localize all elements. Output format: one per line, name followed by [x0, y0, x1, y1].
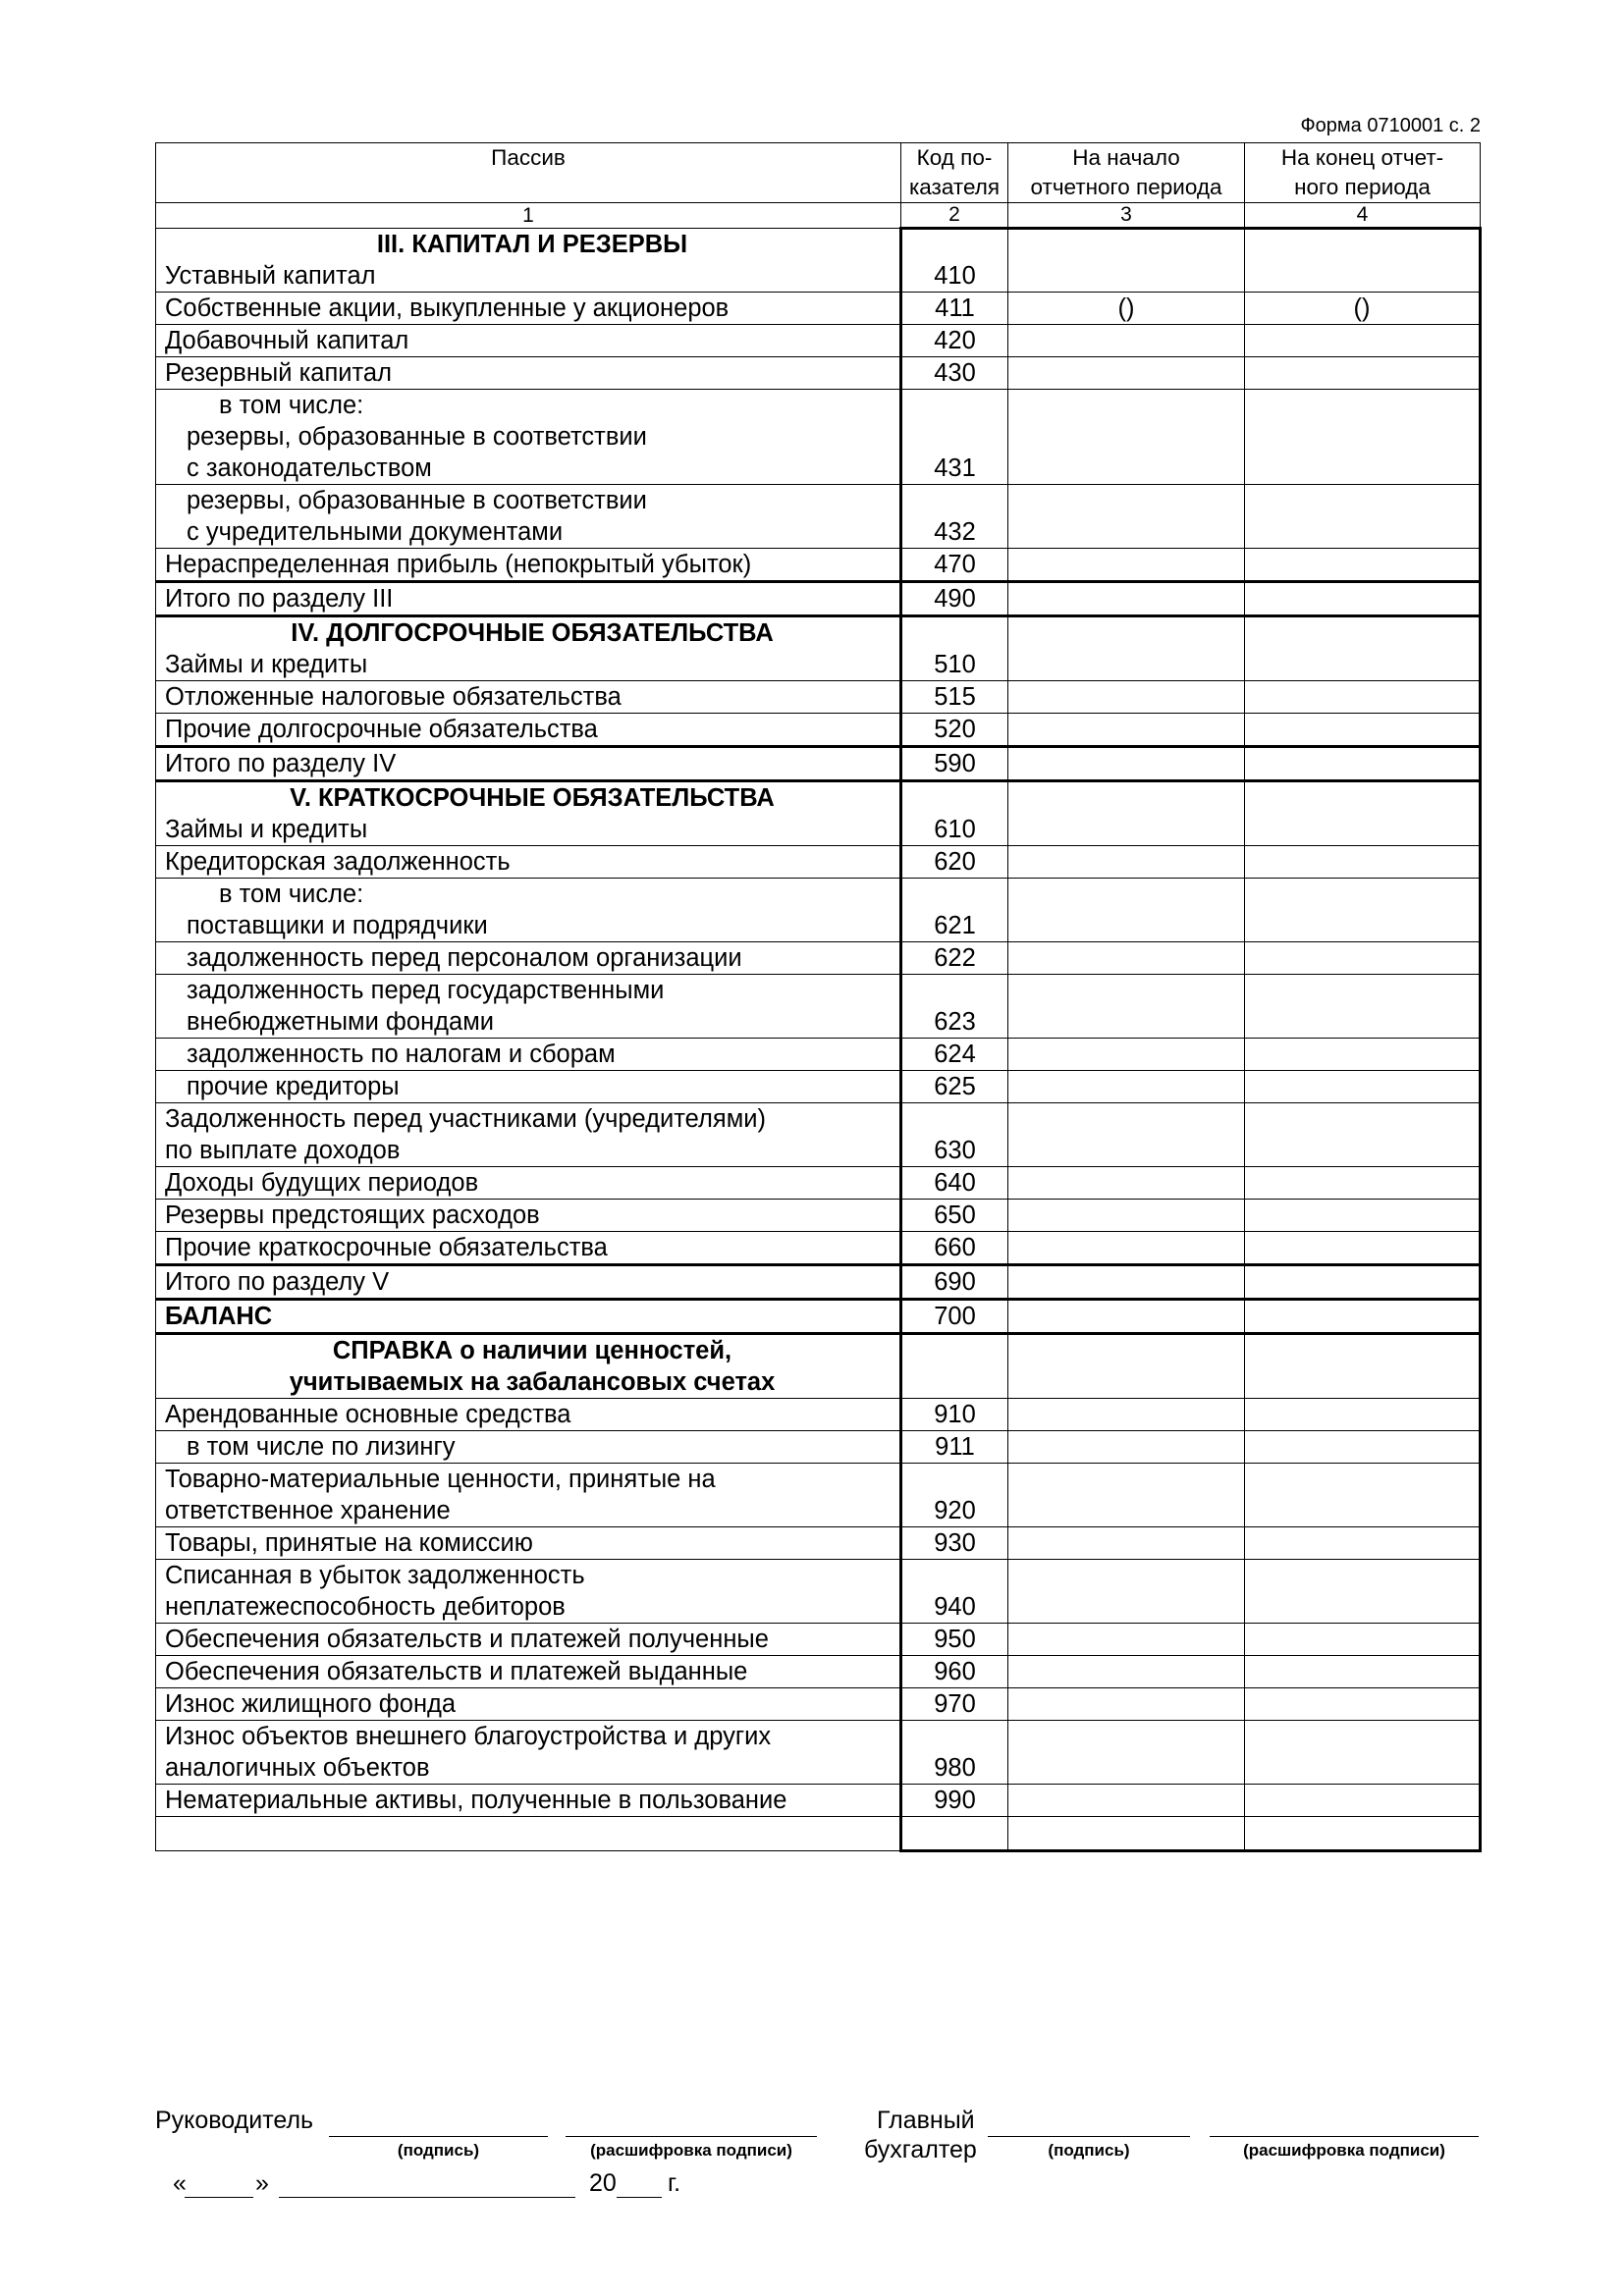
value-start-period[interactable]	[1008, 390, 1245, 485]
row-label-line: Износ жилищного фонда	[165, 1690, 457, 1718]
header-start-period: На начало отчетного периода	[1008, 143, 1245, 203]
value-end-period[interactable]	[1245, 229, 1481, 293]
date-year-prefix: 20	[589, 2169, 617, 2197]
row-code: 430	[901, 357, 1008, 390]
row-code: 420	[901, 325, 1008, 357]
row-label	[156, 1200, 901, 1232]
value-start-period[interactable]	[1008, 1431, 1245, 1464]
value-end-period[interactable]	[1245, 485, 1481, 549]
table-row	[156, 1785, 1481, 1817]
row-code: 990	[901, 1785, 1008, 1817]
value-end-period[interactable]	[1245, 1527, 1481, 1560]
row-label	[156, 1300, 901, 1334]
value-start-period[interactable]	[1008, 1688, 1245, 1721]
row-label-line: Товары, принятые на комиссию	[165, 1529, 533, 1557]
value-start-period[interactable]	[1008, 1071, 1245, 1103]
row-code: 625	[901, 1071, 1008, 1103]
section-title: СПРАВКА о наличии ценностей,	[332, 1337, 732, 1364]
row-label-line: в том числе:	[219, 881, 364, 908]
date-month-line[interactable]	[279, 2197, 575, 2198]
table-row	[156, 747, 1481, 781]
value-start-period[interactable]	[1008, 1464, 1245, 1527]
value-end-period[interactable]	[1245, 1624, 1481, 1656]
column-number: 4	[1245, 203, 1481, 229]
row-label-line: резервы, образованные в соответствии	[187, 487, 647, 514]
value-start-period[interactable]	[1008, 747, 1245, 781]
row-label-line: прочие кредиторы	[187, 1073, 400, 1100]
row-label-line: Нематериальные активы, полученные в пользование	[165, 1787, 787, 1814]
row-code: 920	[901, 1464, 1008, 1527]
row-label	[156, 582, 901, 616]
row-label	[156, 485, 901, 549]
row-label-line: Арендованные основные средства	[165, 1401, 571, 1428]
row-label-line: с учредительными документами	[187, 518, 564, 546]
table-row	[156, 846, 1481, 879]
row-label	[156, 1071, 901, 1103]
table-row	[156, 1431, 1481, 1464]
value-end-period[interactable]	[1245, 1103, 1481, 1167]
row-label	[156, 1785, 901, 1817]
value-end-period[interactable]	[1245, 846, 1481, 879]
value-end-period[interactable]	[1245, 1039, 1481, 1071]
row-code: 432	[901, 485, 1008, 549]
section-title: V. КРАТКОСРОЧНЫЕ ОБЯЗАТЕЛЬСТВА	[290, 784, 775, 812]
table-row	[156, 1232, 1481, 1265]
value-end-period[interactable]	[1245, 1265, 1481, 1300]
row-code: 930	[901, 1527, 1008, 1560]
row-label	[156, 1464, 901, 1527]
header-end-period: На конец отчет- ного периода	[1245, 143, 1481, 203]
row-code: 950	[901, 1624, 1008, 1656]
value-start-period[interactable]	[1008, 975, 1245, 1039]
value-start-period[interactable]	[1008, 1399, 1245, 1431]
value-end-period[interactable]	[1245, 975, 1481, 1039]
value-end-period[interactable]: ()	[1245, 293, 1481, 325]
row-label-line: с законодательством	[187, 454, 432, 482]
row-label-line: неплатежеспособность дебиторов	[165, 1593, 566, 1621]
value-end-period[interactable]	[1245, 1167, 1481, 1200]
accountant-signature-line[interactable]	[988, 2136, 1190, 2137]
table-row	[156, 714, 1481, 747]
row-label	[156, 846, 901, 879]
row-label-line: Списанная в убыток задолженность	[165, 1562, 585, 1589]
table-row	[156, 1039, 1481, 1071]
value-start-period[interactable]	[1008, 942, 1245, 975]
head-label: Руководитель	[155, 2107, 314, 2134]
accountant-signature-caption: (подпись)	[1048, 2141, 1130, 2160]
value-start-period[interactable]: ()	[1008, 293, 1245, 325]
value-end-period[interactable]	[1245, 879, 1481, 942]
value-start-period[interactable]	[1008, 1200, 1245, 1232]
row-label	[156, 357, 901, 390]
table-row	[156, 1560, 1481, 1624]
date-quote-open: «	[173, 2169, 187, 2197]
row-label	[156, 681, 901, 714]
value-start-period[interactable]	[1008, 1039, 1245, 1071]
value-start-period[interactable]	[1008, 1232, 1245, 1265]
value-start-period[interactable]	[1008, 357, 1245, 390]
value-end-period[interactable]	[1245, 616, 1481, 681]
row-label	[156, 714, 901, 747]
table-row	[156, 879, 1481, 942]
accountant-label-line2: бухгалтер	[864, 2136, 977, 2163]
value-start-period[interactable]	[1008, 1624, 1245, 1656]
row-code: 623	[901, 975, 1008, 1039]
row-label	[156, 1265, 901, 1300]
table-row	[156, 1334, 1481, 1399]
row-code: 590	[901, 747, 1008, 781]
table-row	[156, 781, 1481, 846]
table-row	[156, 1688, 1481, 1721]
value-start-period[interactable]	[1008, 879, 1245, 942]
date-quote-close: »	[255, 2169, 269, 2197]
value-start-period[interactable]	[1008, 1300, 1245, 1334]
row-code: 520	[901, 714, 1008, 747]
table-row	[156, 1399, 1481, 1431]
value-end-period[interactable]	[1245, 1785, 1481, 1817]
row-code: 621	[901, 879, 1008, 942]
head-decode-caption: (расшифровка подписи)	[590, 2141, 792, 2160]
table-row	[156, 1167, 1481, 1200]
row-label	[156, 293, 901, 325]
row-code: 624	[901, 1039, 1008, 1071]
value-end-period[interactable]	[1245, 582, 1481, 616]
value-start-period[interactable]	[1008, 1527, 1245, 1560]
value-start-period[interactable]	[1008, 1817, 1245, 1851]
row-label-line: Задолженность перед участниками (учредителями)	[165, 1105, 766, 1133]
value-end-period[interactable]	[1245, 1232, 1481, 1265]
row-code: 515	[901, 681, 1008, 714]
table-row	[156, 1200, 1481, 1232]
value-start-period[interactable]	[1008, 846, 1245, 879]
row-label	[156, 616, 901, 681]
row-label-line: Товарно-материальные ценности, принятые на	[165, 1466, 716, 1493]
row-code: 960	[901, 1656, 1008, 1688]
row-label-line: Уставный капитал	[165, 262, 376, 290]
value-start-period[interactable]	[1008, 781, 1245, 846]
value-end-period[interactable]	[1245, 1431, 1481, 1464]
table-row	[156, 1103, 1481, 1167]
value-end-period[interactable]	[1245, 714, 1481, 747]
value-start-period[interactable]	[1008, 1265, 1245, 1300]
table-row	[156, 1300, 1481, 1334]
table-row	[156, 1527, 1481, 1560]
row-label-line: Займы и кредиты	[165, 651, 368, 678]
row-label	[156, 781, 901, 846]
column-number: 3	[1008, 203, 1245, 229]
table-row	[156, 390, 1481, 485]
row-code: 510	[901, 616, 1008, 681]
row-label-line: задолженность перед государственными	[187, 977, 665, 1004]
row-label	[156, 1431, 901, 1464]
row-label	[156, 942, 901, 975]
row-code: 610	[901, 781, 1008, 846]
row-label	[156, 549, 901, 582]
column-numbers-row	[156, 203, 1481, 229]
row-code: 622	[901, 942, 1008, 975]
row-label	[156, 325, 901, 357]
row-label	[156, 1527, 901, 1560]
column-number: 1	[156, 203, 901, 229]
value-end-period[interactable]	[1245, 1334, 1481, 1399]
table-body	[156, 229, 1481, 1851]
table-row	[156, 942, 1481, 975]
row-code: 630	[901, 1103, 1008, 1167]
row-label-line: Итого по разделу III	[165, 585, 394, 613]
table-row	[156, 1656, 1481, 1688]
column-number: 2	[901, 203, 1008, 229]
table-row	[156, 582, 1481, 616]
row-code: 980	[901, 1721, 1008, 1785]
row-label	[156, 1560, 901, 1624]
row-code: 650	[901, 1200, 1008, 1232]
row-label-line: Обеспечения обязательств и платежей выданные	[165, 1658, 748, 1685]
row-code: 970	[901, 1688, 1008, 1721]
table-row	[156, 975, 1481, 1039]
row-label-line: поставщики и подрядчики	[187, 912, 488, 939]
value-start-period[interactable]	[1008, 549, 1245, 582]
row-code: 620	[901, 846, 1008, 879]
liabilities-table	[155, 142, 1482, 1852]
date-day-line[interactable]	[185, 2197, 253, 2198]
value-start-period[interactable]	[1008, 1167, 1245, 1200]
row-label-line: по выплате доходов	[165, 1137, 401, 1164]
row-label	[156, 1688, 901, 1721]
value-end-period[interactable]	[1245, 1688, 1481, 1721]
value-start-period[interactable]	[1008, 485, 1245, 549]
row-label-line: Займы и кредиты	[165, 816, 368, 843]
row-code: 431	[901, 390, 1008, 485]
row-label-line: задолженность по налогам и сборам	[187, 1041, 616, 1068]
row-code: 911	[901, 1431, 1008, 1464]
row-label	[156, 1624, 901, 1656]
row-label	[156, 390, 901, 485]
row-label	[156, 1817, 901, 1851]
value-end-period[interactable]	[1245, 1656, 1481, 1688]
row-label-line: Износ объектов внешнего благоустройства и других	[165, 1723, 772, 1750]
row-label	[156, 1656, 901, 1688]
value-end-period[interactable]	[1245, 747, 1481, 781]
value-start-period[interactable]	[1008, 229, 1245, 293]
row-label-line: резервы, образованные в соответствии	[187, 423, 647, 451]
table-header-row	[156, 143, 1481, 203]
value-end-period[interactable]	[1245, 390, 1481, 485]
row-label	[156, 229, 901, 293]
row-code: 470	[901, 549, 1008, 582]
accountant-decode-caption: (расшифровка подписи)	[1243, 2141, 1445, 2160]
section-title: IV. ДОЛГОСРОЧНЫЕ ОБЯЗАТЕЛЬСТВА	[291, 619, 774, 647]
value-end-period[interactable]	[1245, 1399, 1481, 1431]
row-label	[156, 1039, 901, 1071]
row-code	[901, 1817, 1008, 1851]
row-label	[156, 879, 901, 942]
row-label-line: Итого по разделу V	[165, 1268, 390, 1296]
value-end-period[interactable]	[1245, 1464, 1481, 1527]
row-label-line: Отложенные налоговые обязательства	[165, 683, 622, 711]
row-label	[156, 747, 901, 781]
value-end-period[interactable]	[1245, 1817, 1481, 1851]
value-end-period[interactable]	[1245, 1300, 1481, 1334]
row-label	[156, 1232, 901, 1265]
accountant-decode-line[interactable]	[1210, 2136, 1479, 2137]
table-row	[156, 549, 1481, 582]
table-row	[156, 485, 1481, 549]
value-start-period[interactable]	[1008, 1103, 1245, 1167]
row-label-line: ответственное хранение	[165, 1497, 451, 1524]
table-row	[156, 325, 1481, 357]
row-code: 910	[901, 1399, 1008, 1431]
value-end-period[interactable]	[1245, 1560, 1481, 1624]
value-start-period[interactable]	[1008, 616, 1245, 681]
row-label-line: Доходы будущих периодов	[165, 1169, 479, 1197]
value-end-period[interactable]	[1245, 549, 1481, 582]
row-label-line: Итого по разделу IV	[165, 750, 397, 777]
row-label	[156, 1721, 901, 1785]
accountant-label-line1: Главный	[877, 2107, 975, 2134]
row-label-line: Собственные акции, выкупленные у акционеров	[165, 294, 730, 322]
row-label	[156, 1334, 901, 1399]
value-end-period[interactable]	[1245, 325, 1481, 357]
value-end-period[interactable]	[1245, 357, 1481, 390]
row-code: 411	[901, 293, 1008, 325]
row-label	[156, 975, 901, 1039]
value-end-period[interactable]	[1245, 1200, 1481, 1232]
row-code: 660	[901, 1232, 1008, 1265]
value-start-period[interactable]	[1008, 681, 1245, 714]
table-row	[156, 293, 1481, 325]
value-start-period[interactable]	[1008, 1334, 1245, 1399]
table-row	[156, 616, 1481, 681]
row-label-line: Прочие долгосрочные обязательства	[165, 716, 598, 743]
value-start-period[interactable]	[1008, 582, 1245, 616]
value-end-period[interactable]	[1245, 1721, 1481, 1785]
section-title: учитываемых на забалансовых счетах	[289, 1368, 776, 1396]
row-label-line: внебюджетными фондами	[187, 1008, 494, 1036]
row-label-line: задолженность перед персоналом организации	[187, 944, 742, 972]
row-label-line: Кредиторская задолженность	[165, 848, 511, 876]
row-label-line: Добавочный капитал	[165, 327, 409, 354]
row-code	[901, 1334, 1008, 1399]
row-label-line: Резервы предстоящих расходов	[165, 1201, 540, 1229]
date-year-suffix: г.	[668, 2169, 681, 2197]
value-start-period[interactable]	[1008, 325, 1245, 357]
row-label-line: Прочие краткосрочные обязательства	[165, 1234, 608, 1261]
row-label-line: Нераспределенная прибыль (непокрытый убыток)	[165, 551, 752, 578]
header-liabilities: Пассив	[156, 143, 901, 203]
row-label-line: в том числе по лизингу	[187, 1433, 456, 1461]
value-start-period[interactable]	[1008, 1785, 1245, 1817]
head-signature-caption: (подпись)	[397, 2141, 480, 2160]
table-row	[156, 1464, 1481, 1527]
row-label-line: в том числе:	[219, 392, 364, 419]
date-year-line[interactable]	[617, 2197, 662, 2198]
table-row	[156, 229, 1481, 293]
table-row	[156, 1071, 1481, 1103]
row-label-line: БАЛАНС	[165, 1303, 273, 1330]
row-label-line: аналогичных объектов	[165, 1754, 430, 1782]
row-label-line: Резервный капитал	[165, 359, 392, 387]
value-start-period[interactable]	[1008, 714, 1245, 747]
table-row	[156, 1624, 1481, 1656]
head-decode-line[interactable]	[566, 2136, 817, 2137]
value-start-period[interactable]	[1008, 1721, 1245, 1785]
head-signature-line[interactable]	[329, 2136, 548, 2137]
row-code: 640	[901, 1167, 1008, 1200]
table-row	[156, 681, 1481, 714]
row-code: 700	[901, 1300, 1008, 1334]
value-end-period[interactable]	[1245, 781, 1481, 846]
value-start-period[interactable]	[1008, 1656, 1245, 1688]
value-end-period[interactable]	[1245, 1071, 1481, 1103]
table-row	[156, 1721, 1481, 1785]
row-label-line: Обеспечения обязательств и платежей полученные	[165, 1626, 769, 1653]
row-label	[156, 1399, 901, 1431]
table-row	[156, 1265, 1481, 1300]
value-end-period[interactable]	[1245, 681, 1481, 714]
row-label	[156, 1103, 901, 1167]
table-row	[156, 357, 1481, 390]
header-code: Код по- казателя	[901, 143, 1008, 203]
row-code: 690	[901, 1265, 1008, 1300]
form-label: Форма 0710001 с. 2	[1300, 115, 1481, 136]
value-start-period[interactable]	[1008, 1560, 1245, 1624]
table-row	[156, 1817, 1481, 1851]
row-code: 490	[901, 582, 1008, 616]
value-end-period[interactable]	[1245, 942, 1481, 975]
row-label	[156, 1167, 901, 1200]
row-code: 410	[901, 229, 1008, 293]
section-title: III. КАПИТАЛ И РЕЗЕРВЫ	[376, 231, 688, 258]
row-code: 940	[901, 1560, 1008, 1624]
